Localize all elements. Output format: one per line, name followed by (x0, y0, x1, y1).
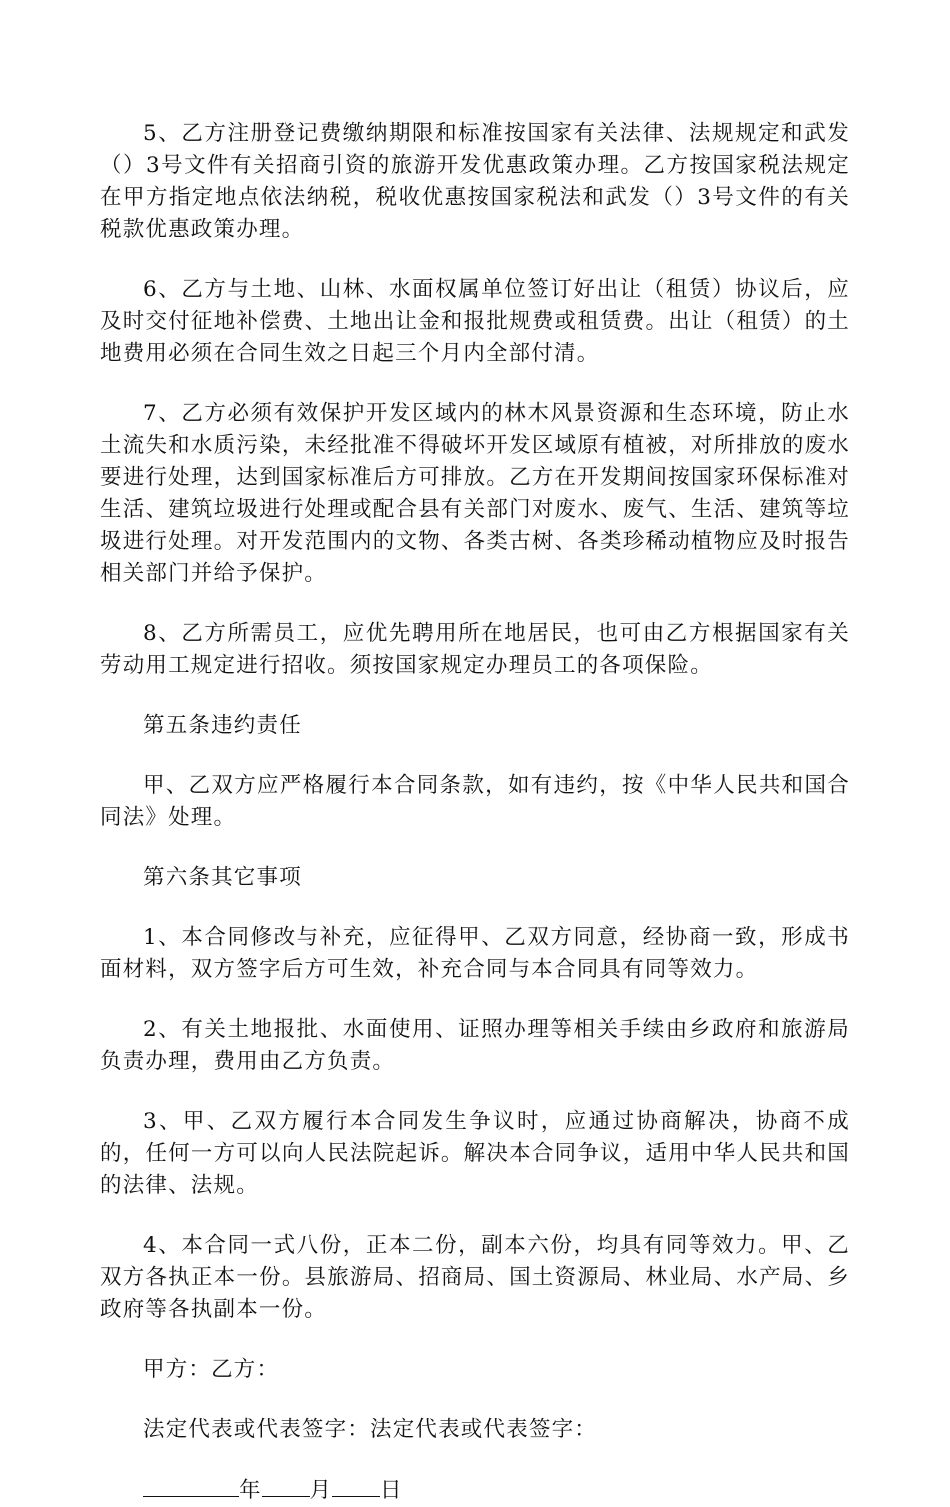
article-6-item-3: 3、甲、乙双方履行本合同发生争议时，应通过协商解决，协商不成的，任何一方可以向人民法院起诉。解决本合同争议，适用中华人民共和国的法律、法规。 (100, 1109, 850, 1198)
party-line: 甲方：乙方： (143, 1357, 280, 1382)
article-6-item-1: 1、本合同修改与补充，应征得甲、乙双方同意，经协商一致，形成书面材料，双方签字后方可生效，补充合同与本合同具有同等效力。 (100, 925, 850, 982)
year-blank (143, 1474, 239, 1497)
year-label: 年 (239, 1478, 262, 1503)
article-5-heading: 第五条违约责任 (143, 713, 302, 738)
clause-7: 7、乙方必须有效保护开发区域内的林木风景资源和生态环境，防止水土流失和水质污染，未经批准不得破坏开发区域原有植被，对所排放的废水要进行处理，达到国家标准后方可排放。乙方在开发期间按国家环保标准对生活、建筑垃圾进行处理或配合县有关部门对废水、废气、生活、建筑等垃圾进行处理。对开发范围内的文物、各类古树、各类珍稀动植物应及时报告相关部门并给予保护。 (100, 401, 850, 586)
clause-6: 6、乙方与土地、山林、水面权属单位签订好出让（租赁）协议后，应及时交付征地补偿费、土地出让金和报批规费或租赁费。出让（租赁）的土地费用必须在合同生效之日起三个月内全部付清。 (100, 277, 850, 366)
article-6-heading: 第六条其它事项 (143, 865, 302, 890)
date-line (100, 1474, 850, 1507)
article-5-body: 甲、乙双方应严格履行本合同条款，如有违约，按《中华人民共和国合同法》处理。 (100, 773, 850, 830)
article-6-item-4: 4、本合同一式八份，正本二份，副本六份，均具有同等效力。甲、乙双方各执正本一份。县旅游局、招商局、国土资源局、林业局、水产局、乡政府等各执副本一份。 (100, 1233, 850, 1322)
clause-8: 8、乙方所需员工，应优先聘用所在地居民，也可由乙方根据国家有关劳动用工规定进行招收。须按国家规定办理员工的各项保险。 (100, 621, 850, 678)
month-blank (262, 1474, 310, 1497)
day-label: 日 (380, 1478, 403, 1503)
article-6-item-2: 2、有关土地报批、水面使用、证照办理等相关手续由乡政府和旅游局负责办理，费用由乙方负责。 (100, 1017, 850, 1074)
day-blank (332, 1474, 380, 1497)
month-label: 月 (309, 1478, 333, 1503)
signature-line: 法定代表或代表签字：法定代表或代表签字： (143, 1417, 598, 1442)
clause-5: 5、乙方注册登记费缴纳期限和标准按国家有关法律、法规规定和武发（）3号文件有关招商引资的旅游开发优惠政策办理。乙方按国家税法规定在甲方指定地点依法纳税，税收优惠按国家税法和武发（）3号文件的有关税款优惠政策办理。 (100, 121, 850, 242)
